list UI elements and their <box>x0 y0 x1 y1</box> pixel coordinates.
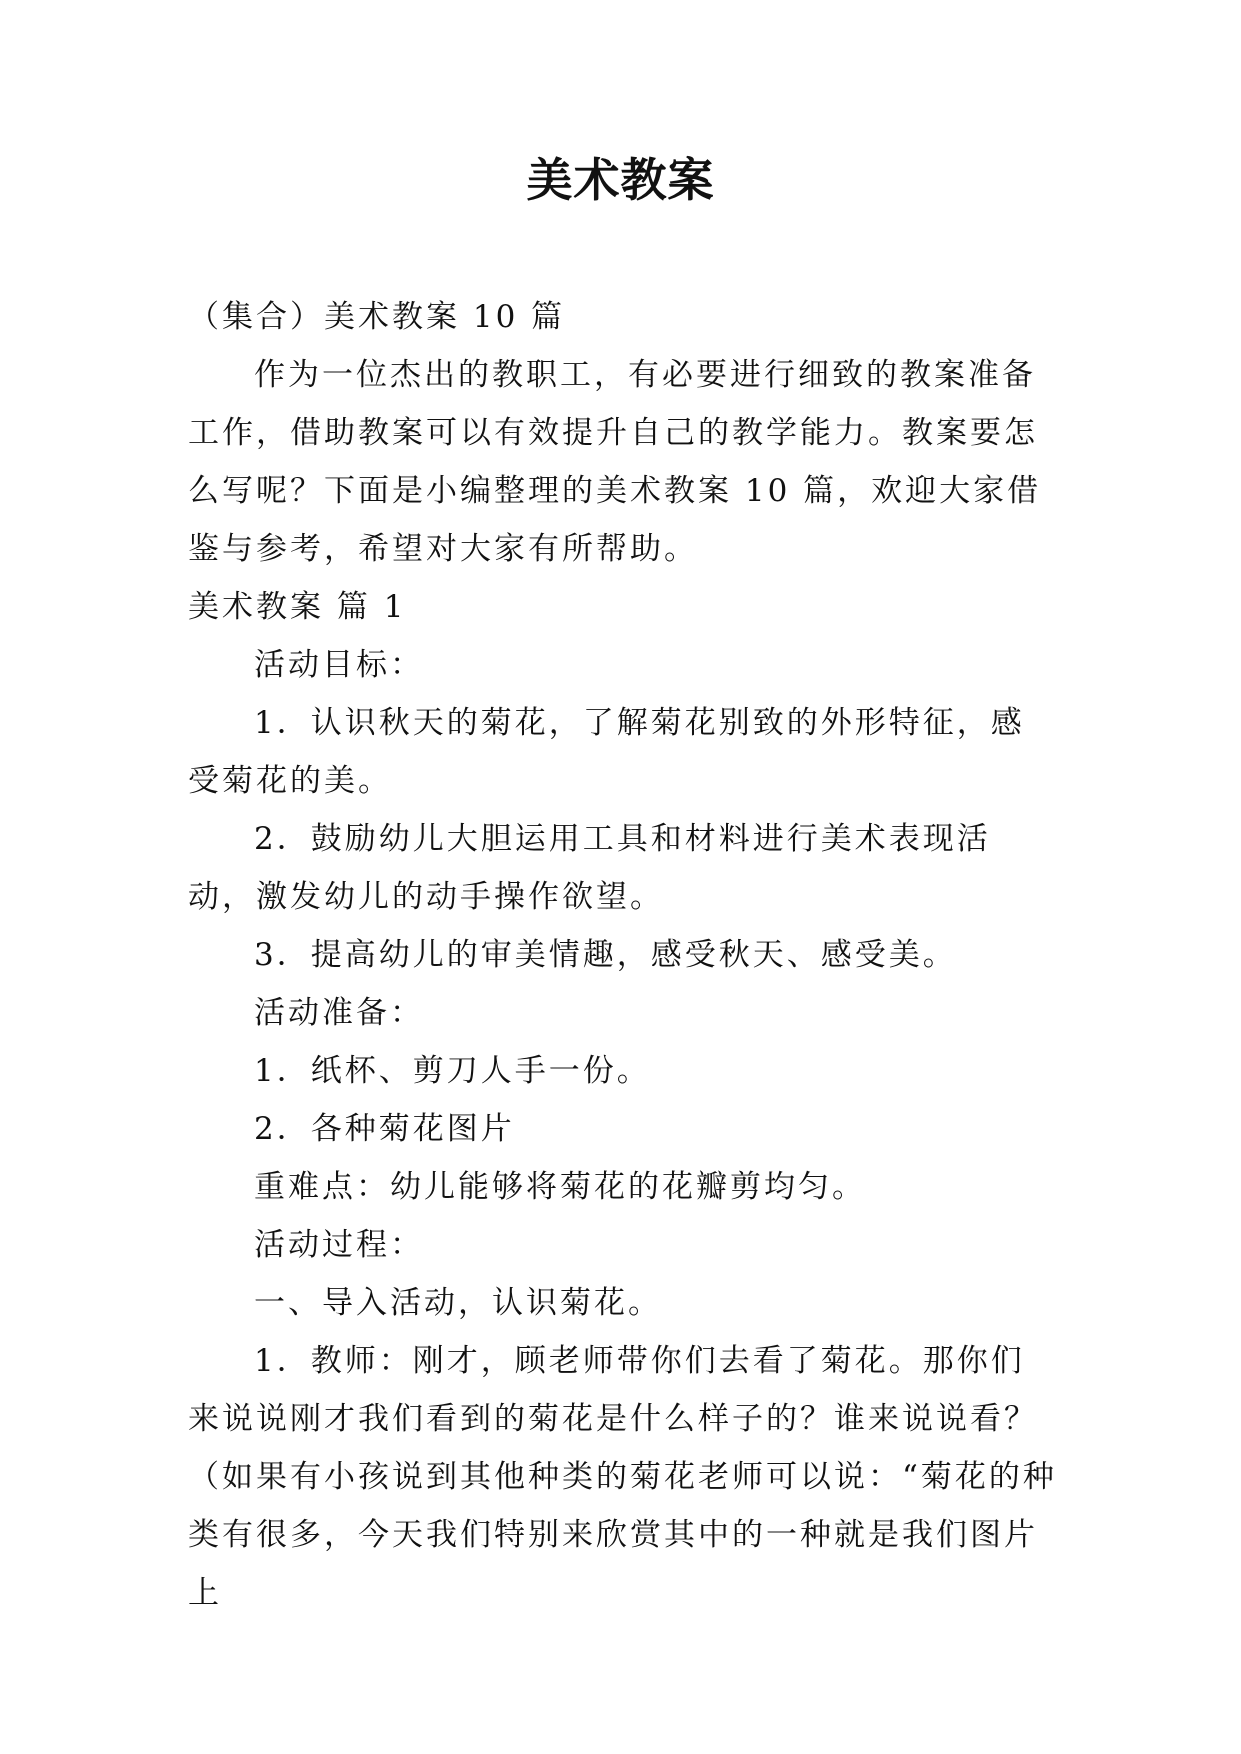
document-body <box>188 288 1058 1622</box>
key-difficulty: 重难点：幼儿能够将菊花的花瓣剪均匀。 <box>254 1169 866 1205</box>
goal-item-2: 2．鼓励幼儿大胆运用工具和材料进行美术表现活动，激发幼儿的动手操作欲望。 <box>188 821 991 915</box>
preparation-item-2: 2．各种菊花图片 <box>254 1111 515 1147</box>
goal-item-3: 3．提高幼儿的审美情趣，感受秋天、感受美。 <box>254 937 957 973</box>
preparation-label: 活动准备： <box>254 995 424 1031</box>
process-step-1-detail: 1．教师：刚才，顾老师带你们去看了菊花。那你们来说说刚才我们看到的菊花是什么样子的？谁来说说看？（如果有小孩说到其他种类的菊花老师可以说：“菊花的种类有很多，今天我们特别来欣赏其中的一种就是我们图片上 <box>188 1343 1057 1611</box>
goal-item-1: 1．认识秋天的菊花，了解菊花别致的外形特征，感受菊花的美。 <box>188 705 1025 799</box>
intro-paragraph: 作为一位杰出的教职工，有必要进行细致的教案准备工作，借助教案可以有效提升自己的教学能力。教案要怎么写呢？下面是小编整理的美术教案 10 篇，欢迎大家借鉴与参考，希望对大家有所帮助。 <box>188 357 1042 567</box>
process-label: 活动过程： <box>254 1227 424 1263</box>
process-step-1: 一、导入活动，认识菊花。 <box>254 1285 662 1321</box>
section-heading-1: 美术教案 篇 1 <box>188 589 407 625</box>
collection-heading: （集合）美术教案 10 篇 <box>188 299 566 335</box>
preparation-item-1: 1．纸杯、剪刀人手一份。 <box>254 1053 651 1089</box>
document-title: 美术教案 <box>526 153 715 207</box>
goals-label: 活动目标： <box>254 647 424 683</box>
